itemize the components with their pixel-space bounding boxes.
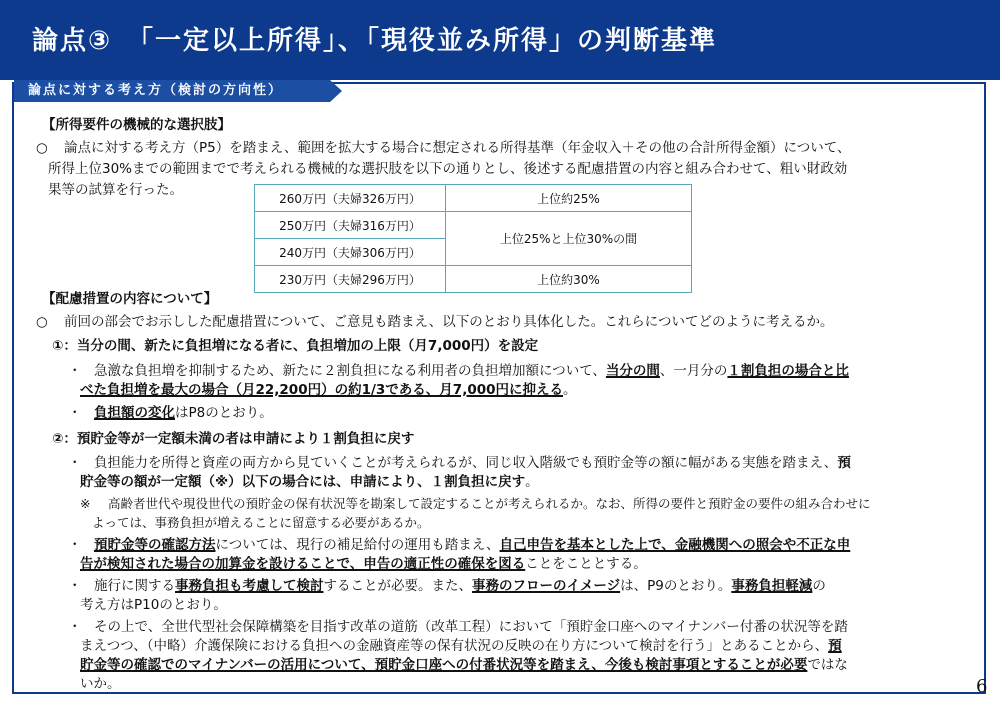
table-cell-rank: 上位25%と上位30%の間 [446, 212, 692, 266]
item2-bullet4-line4: いか。 [80, 676, 121, 692]
table-row [255, 266, 692, 293]
table-cell-rank: 上位約30% [446, 266, 692, 293]
item2-bullet2-line1: 預貯金等の確認方法については、現行の補足給付の運用も踏まえ、自己申告を基本とした上で、金融機関への照会や不正な申 [94, 537, 851, 553]
table-cell-income: 250万円（夫婦316万円） [255, 212, 446, 239]
section1-paragraph-line1: 論点に対する考え方（P5）を踏まえ、範囲を拡大する場合に想定される所得基準（年金収入＋その他の合計所得金額）について、 [64, 140, 851, 156]
table-cell-income: 260万円（夫婦326万円） [255, 185, 446, 212]
table-cell-income: 240万円（夫婦306万円） [255, 239, 446, 266]
item2-bullet3-line1: 施行に関する事務負担も考慮して検討することが必要。また、事務のフローのイメージは、P9のとおり。事務負担軽減の [94, 578, 826, 594]
item1-bullet2: 負担額の変化はP8のとおり。 [94, 405, 273, 421]
item1-bullet1-line2: べた負担増を最大の場合（月22,200円）の約1/3である、月7,000円に抑える。 [80, 382, 577, 398]
section1-paragraph-line2: 所得上位30%までの範囲までで考えられる機械的な選択肢を以下の通りとし、後述する配慮措置の内容と組み合わせて、粗い財政効 [48, 161, 848, 177]
bullet-dot: ・ [68, 619, 82, 635]
note-line1: 高齢者世代や現役世代の預貯金の保有状況等を勘案して設定することが考えられるか。なお、所得の要件と預貯金の要件の組み合わせに [108, 496, 871, 511]
tag-arrow-decoration [330, 80, 342, 102]
section2-heading: 【配慮措置の内容について】 [42, 291, 218, 307]
note-line2: よっては、事務負担が増えることに留意する必要があるか。 [92, 515, 430, 530]
table-cell-rank: 上位約25% [446, 185, 692, 212]
table-row [255, 212, 692, 239]
item2-bullet1-line1: 負担能力を所得と資産の両方から見ていくことが考えられるが、同じ収入階級でも預貯金等の額に幅がある実態を踏まえ、預 [94, 455, 851, 471]
item1-title: ①：当分の間、新たに負担増になる者に、負担増加の上限（月7,000円）を設定 [52, 338, 539, 354]
item2-bullet4-line3: 貯金等の確認でのマイナンバーの活用について、預貯金口座への付番状況等を踏まえ、今後も検討事項とすることが必要ではな [80, 657, 848, 673]
bullet-dot: ・ [68, 537, 82, 553]
bullet-dot: ・ [68, 455, 82, 471]
note-mark: ※ [80, 496, 91, 511]
bullet-dot: ・ [68, 405, 82, 421]
section1-heading: 【所得要件の機械的な選択肢】 [42, 117, 231, 133]
bullet-circle: ○ [36, 140, 48, 156]
item2-bullet3-line2: 考え方はP10のとおり。 [80, 597, 227, 613]
page-number: 6 [976, 676, 988, 697]
table-cell-income: 230万円（夫婦296万円） [255, 266, 446, 293]
bullet-circle: ○ [36, 314, 48, 330]
income-criteria-table [254, 184, 692, 293]
section-tag: 論点に対する考え方（検討の方向性） [14, 80, 330, 102]
header-bar [0, 0, 1000, 80]
item2-title: ②：預貯金等が一定額未満の者は申請により１割負担に戻す [52, 431, 415, 447]
section1-paragraph-line3: 果等の試算を行った。 [48, 182, 183, 198]
item1-bullet1-line1: 急激な負担増を抑制するため、新たに２割負担になる利用者の負担増加額について、当分の間、一月分の１割負担の場合と比 [94, 363, 849, 379]
item2-bullet1-line2: 貯金等の額が一定額（※）以下の場合には、申請により、１割負担に戻す。 [80, 474, 539, 490]
bullet-dot: ・ [68, 363, 82, 379]
item2-bullet2-line2: 告が検知された場合の加算金を設けることで、申告の適正性の確保を図ることをこととする。 [80, 556, 647, 572]
table-row [255, 185, 692, 212]
item2-bullet4-line2: まえつつ、（中略）介護保険における負担への金融資産等の保有状況の反映の在り方について検討を行う」とあることから、預 [80, 638, 842, 654]
page-title: 論点③ 「一定以上所得」、「現役並み所得」の判断基準 [32, 26, 718, 56]
bullet-dot: ・ [68, 578, 82, 594]
section2-intro: 前回の部会でお示しした配慮措置について、ご意見も踏まえ、以下のとおり具体化した。これらについてどのように考えるか。 [64, 314, 834, 330]
item2-bullet4-line1: その上で、全世代型社会保障構築を目指す改革の道筋（改革工程）において「預貯金口座へのマイナンバー付番の状況等を踏 [94, 619, 848, 635]
